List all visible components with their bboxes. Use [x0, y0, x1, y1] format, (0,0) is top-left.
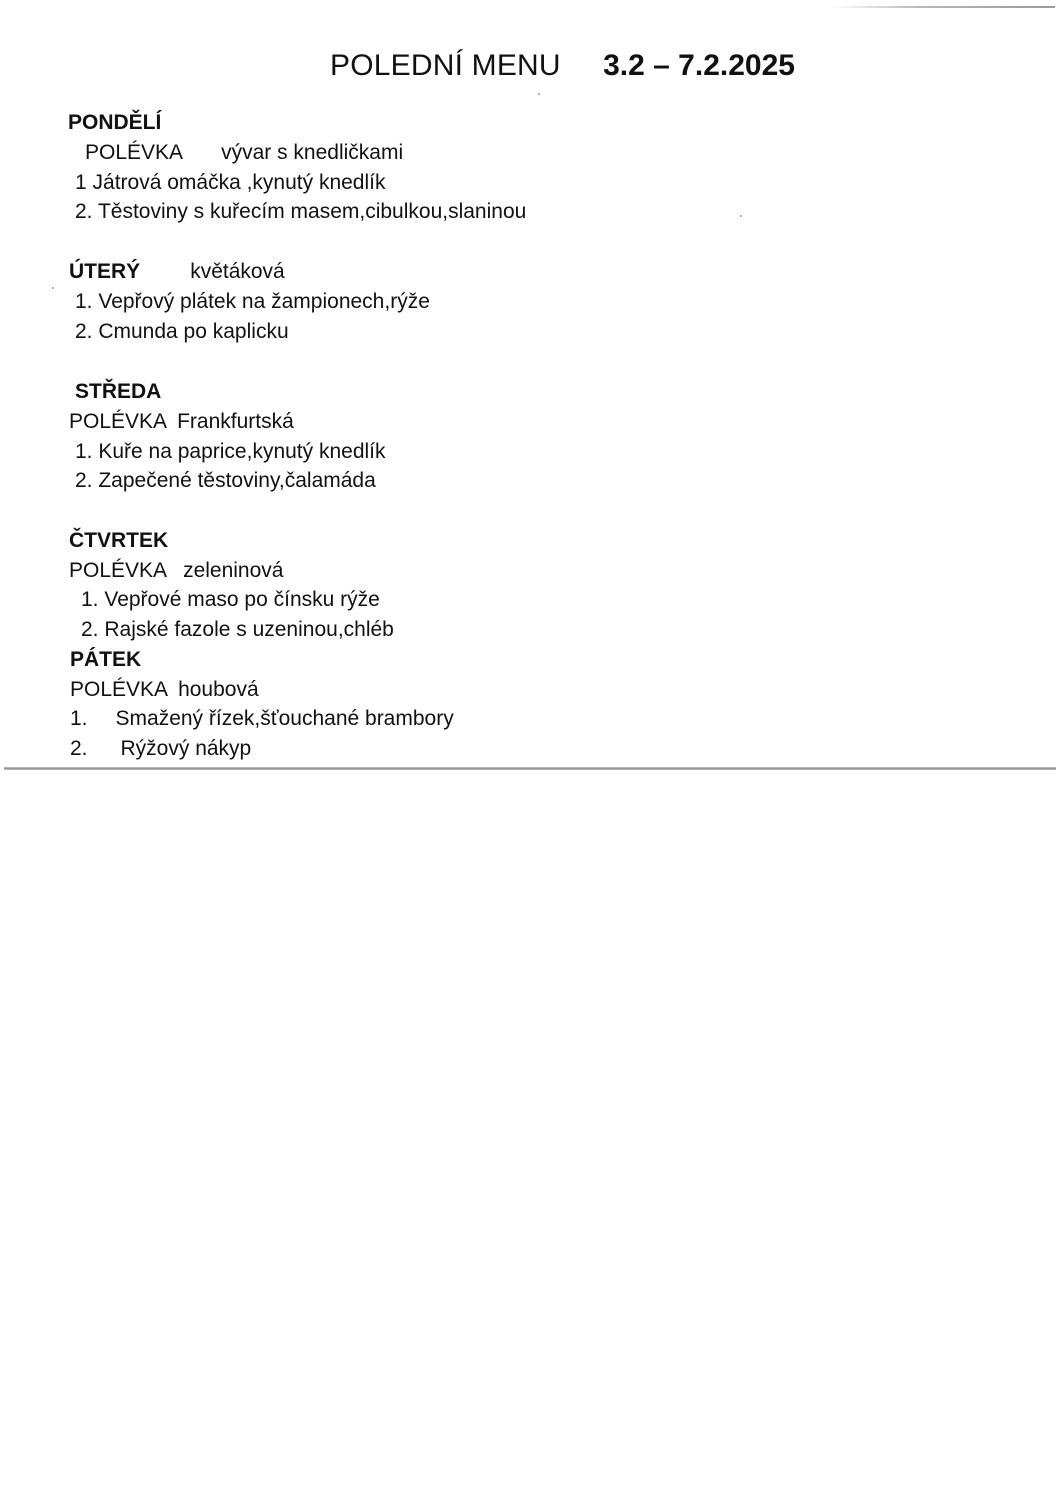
day-heading-wednesday: STŘEDA — [75, 380, 162, 403]
item-text: Smažený řízek,šťouchané brambory — [115, 707, 454, 730]
menu-item-wednesday-1: 1. Kuře na paprice,kynutý knedlík — [75, 440, 386, 463]
scan-speck — [52, 287, 54, 289]
day-heading-thursday: ČTVRTEK — [69, 529, 169, 552]
soup-label: POLÉVKA — [70, 678, 169, 701]
day-heading-monday: PONDĚLÍ — [68, 111, 162, 134]
scan-speck — [538, 93, 540, 95]
menu-item-thursday-2: 2. Rajské fazole s uzeninou,chléb — [81, 618, 394, 641]
title-text: POLEDNÍ MENU — [330, 49, 561, 82]
soup-label: POLÉVKA — [85, 141, 184, 164]
soup-label: POLÉVKA — [69, 559, 168, 582]
menu-item-monday-1: 1 Játrová omáčka ,kynutý knedlík — [75, 171, 386, 194]
day-heading-friday: PÁTEK — [70, 648, 142, 671]
soup-line-thursday — [69, 558, 283, 584]
menu-item-monday-2: 2. Těstoviny s kuřecím masem,cibulkou,slaninou — [75, 200, 527, 223]
menu-item-friday-1 — [70, 706, 454, 732]
day-heading-tuesday: ÚTERÝ — [69, 260, 141, 283]
soup-line-wednesday — [69, 409, 294, 435]
soup-name: květáková — [190, 260, 285, 283]
item-number: 2. — [70, 737, 88, 760]
soup-name: vývar s knedličkami — [221, 141, 404, 164]
item-number: 1. — [70, 707, 88, 730]
soup-name: zeleninová — [183, 559, 284, 582]
soup-line-monday — [85, 140, 403, 166]
soup-name: Frankfurtská — [177, 410, 294, 433]
soup-label: POLÉVKA — [69, 410, 168, 433]
title-date-range: 3.2 – 7.2.2025 — [603, 49, 795, 82]
menu-item-tuesday-2: 2. Cmunda po kaplicku — [75, 320, 289, 343]
menu-item-wednesday-2: 2. Zapečené těstoviny,čalamáda — [75, 469, 376, 492]
item-text: Rýžový nákyp — [120, 737, 252, 760]
soup-name: houbová — [178, 678, 259, 701]
soup-line-friday — [70, 677, 259, 703]
scan-edge-bottom — [4, 767, 1056, 770]
page-title — [330, 48, 795, 84]
day-line-tuesday — [69, 259, 285, 285]
menu-item-tuesday-1: 1. Vepřový plátek na žampionech,rýže — [75, 290, 430, 313]
menu-item-friday-2 — [70, 736, 251, 762]
menu-item-thursday-1: 1. Vepřové maso po čínsku rýže — [81, 588, 380, 611]
scan-speck — [740, 215, 742, 217]
scan-edge-top — [830, 6, 1055, 8]
